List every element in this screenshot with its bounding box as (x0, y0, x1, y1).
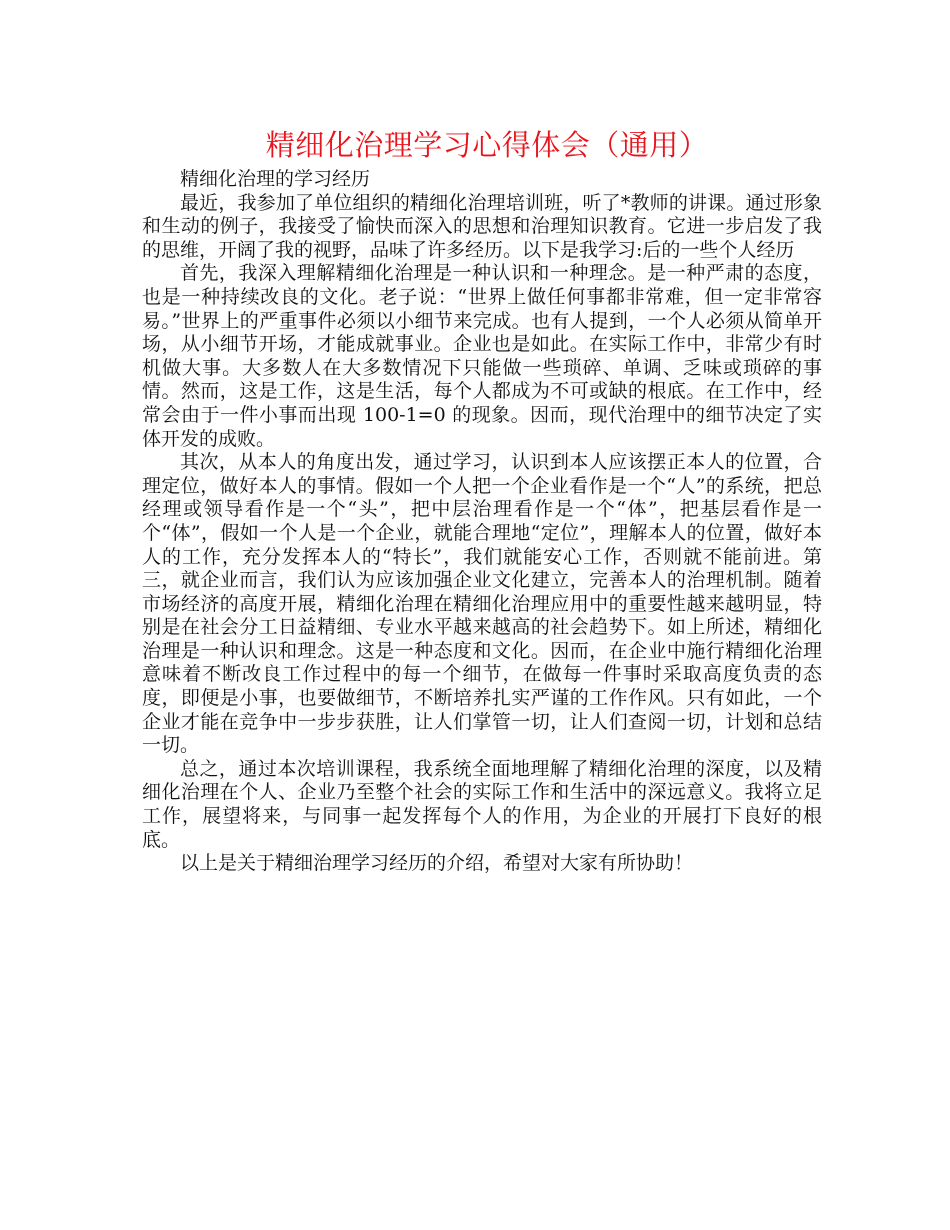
paragraph-conclusion: 总之，通过本次培训课程，我系统全面地理解了精细化治理的深度，以及精细化治理在个人、企业乃至整个社会的实际工作和生活中的深远意义。我将立足工作，展望将来，与同事一起发挥每个人的作用，为企业的开展打下良好的根底。 (142, 757, 822, 851)
document-title: 精细化治理学习心得体会（通用） (265, 128, 709, 162)
paragraph-second-point: 其次，从本人的角度出发，通过学习，认识到本人应该摆正本人的位置，合理定位，做好本人的事情。假如一个人把一个企业看作是一个“人”的系统，把总经理或领导看作是一个“头”，把中层治理看作是一个“体”，把基层看作是一个“体”，假如一个人是一个企业，就能合理地“定位”，理解本人的位置，做好本人的工作，充分发挥本人的“特长”，我们就能安心工作，否则就不能前进。第三，就企业而言，我们认为应该加强企业文化建立，完善本人的治理机制。随着市场经济的高度开展，精细化治理在精细化治理应用中的重要性越来越明显，特别是在社会分工日益精细、专业水平越来越高的社会趋势下。如上所述，精细化治理是一种认识和理念。这是一种态度和文化。因而，在企业中施行精细化治理意味着不断改良工作过程中的每一个细节，在做每一件事时采取高度负责的态度，即便是小事，也要做细节，不断培养扎实严谨的工作作风。只有如此，一个企业才能在竞争中一步步获胜，让人们掌管一切，让人们查阅一切，计划和总结一切。 (142, 451, 822, 757)
paragraph-closing: 以上是关于精细治理学习经历的介绍，希望对大家有所协助！ (180, 852, 694, 875)
section-heading: 精细化治理的学习经历 (180, 168, 371, 190)
document-page (142, 122, 822, 876)
paragraph-intro: 最近，我参加了单位组织的精细化治理培训班，听了*教师的讲课。通过形象和生动的例子，我接受了愉快而深入的思想和治理知识教育。它进一步启发了我的思维，开阔了我的视野，品味了许多经历。以下是我学习:后的一些个人经历 (142, 191, 822, 261)
paragraph-first-point: 首先，我深入理解精细化治理是一种认识和一种理念。是一种严肃的态度，也是一种持续改良的文化。老子说：“世界上做任何事都非常难，但一定非常容易。”世界上的严重事件必须以小细节来完成。也有人提到，一个人必须从简单开场，从小细节开场，才能成就事业。企业也是如此。在实际工作中，非常少有时机做大事。大多数人在大多数情况下只能做一些琐碎、单调、乏味或琐碎的事情。然而，这是工作，这是生活，每个人都成为不可或缺的根底。在工作中，经常会由于一件小事而出现 100-1=0 的现象。因而，现代治理中的细节决定了实体开发的成败。 (142, 262, 822, 450)
